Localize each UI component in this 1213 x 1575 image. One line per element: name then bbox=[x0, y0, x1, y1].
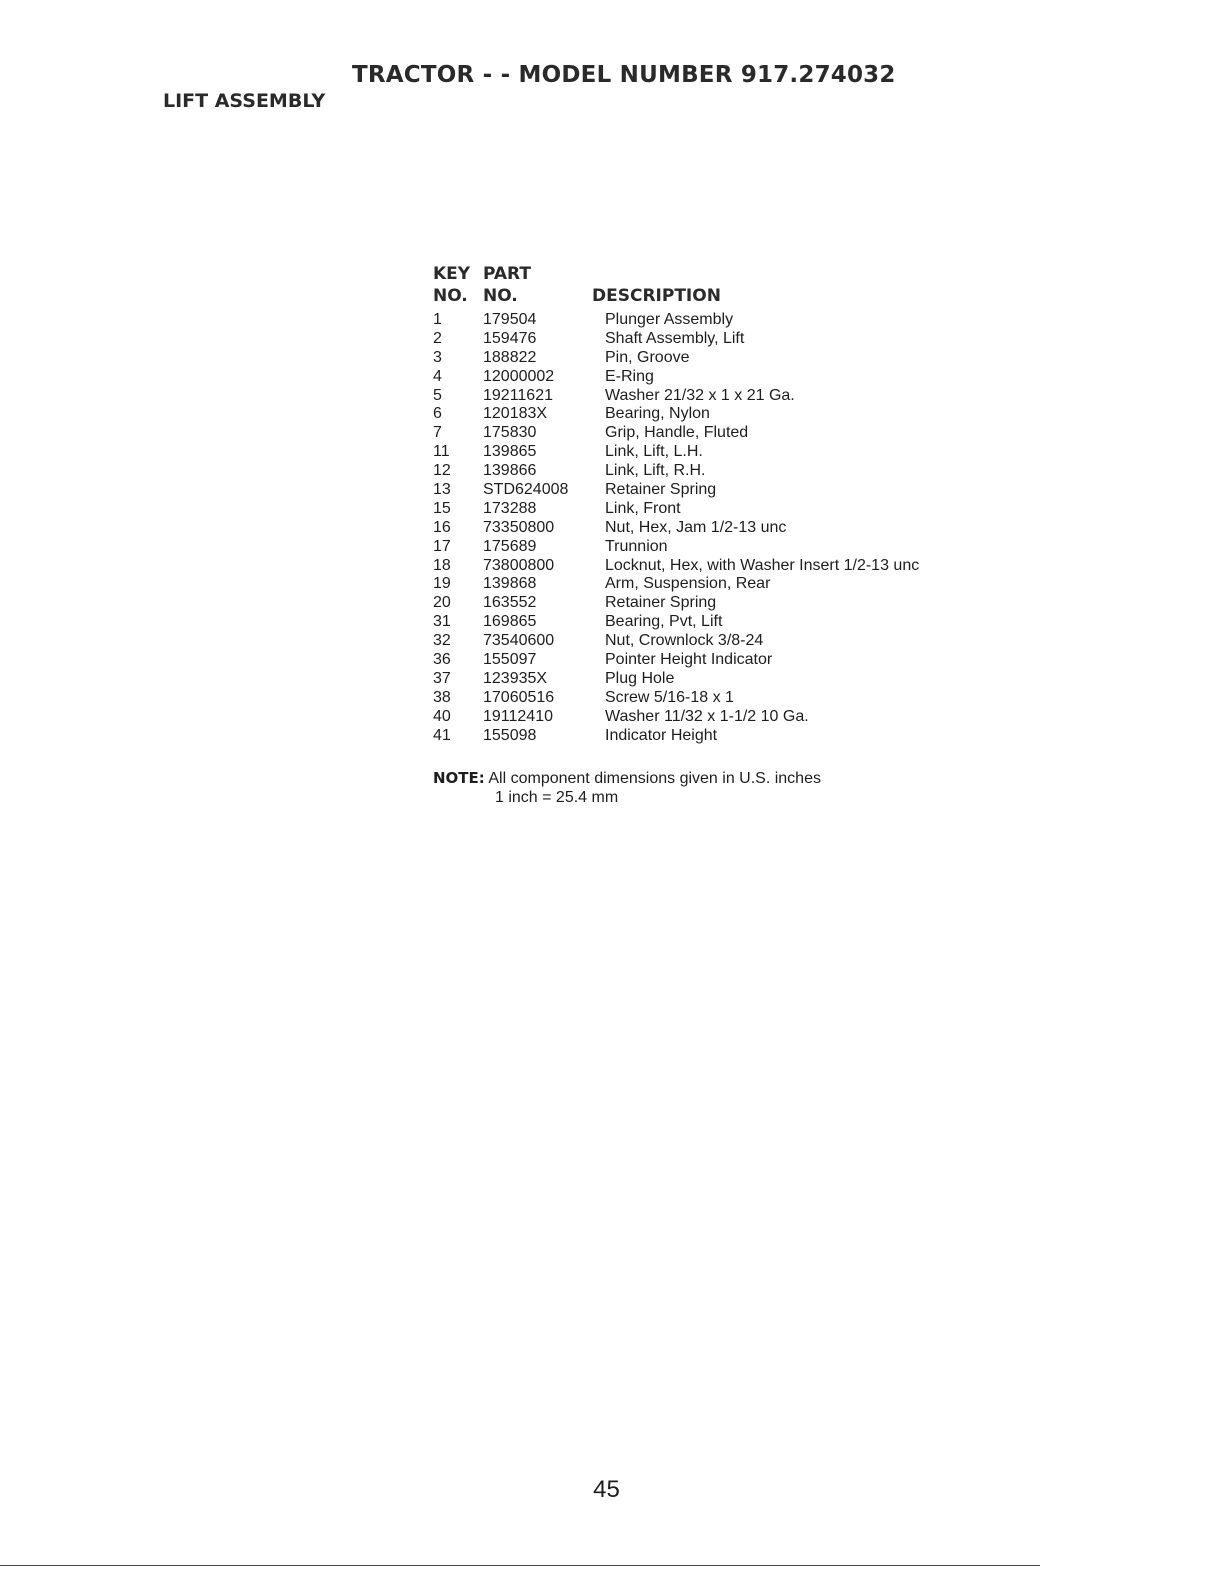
note bbox=[433, 769, 821, 807]
part-no-cell: STD624008 bbox=[483, 481, 569, 499]
description-cell: Locknut, Hex, with Washer Insert 1/2-13 unc bbox=[605, 556, 920, 574]
column-header-key-line1: KEY bbox=[433, 264, 471, 284]
part-no-cell: 175830 bbox=[483, 424, 537, 442]
key-no-cell: 13 bbox=[433, 481, 451, 499]
key-no-cell: 41 bbox=[433, 726, 451, 744]
note-line2: 1 inch = 25.4 mm bbox=[495, 789, 619, 806]
part-no-cell: 73800800 bbox=[483, 556, 555, 574]
key-no-cell: 6 bbox=[433, 405, 442, 423]
description-cell: Washer 11/32 x 1-1/2 10 Ga. bbox=[605, 707, 809, 725]
part-no-cell: 155098 bbox=[483, 726, 537, 744]
description-cell: Indicator Height bbox=[605, 726, 718, 744]
description-cell: Link, Lift, R.H. bbox=[605, 462, 706, 480]
page-number: 45 bbox=[593, 1476, 620, 1503]
note-label: NOTE: bbox=[433, 769, 485, 787]
key-no-cell: 2 bbox=[433, 329, 442, 347]
part-no-cell: 163552 bbox=[483, 594, 537, 612]
key-no-cell: 12 bbox=[433, 462, 451, 480]
description-cell: Shaft Assembly, Lift bbox=[605, 329, 745, 347]
description-cell: Nut, Crownlock 3/8-24 bbox=[605, 632, 764, 650]
part-no-cell: 139868 bbox=[483, 575, 537, 593]
part-no-cell: 159476 bbox=[483, 329, 537, 347]
description-cell: Bearing, Pvt, Lift bbox=[605, 613, 723, 631]
description-cell: Retainer Spring bbox=[605, 594, 717, 612]
description-cell: Pin, Groove bbox=[605, 348, 690, 366]
column-header-part-line1: PART bbox=[483, 264, 531, 284]
key-no-cell: 11 bbox=[433, 443, 450, 461]
description-cell: Link, Front bbox=[605, 499, 681, 517]
key-no-cell: 3 bbox=[433, 348, 442, 366]
description-cell: Grip, Handle, Fluted bbox=[605, 424, 749, 442]
part-no-cell: 123935X bbox=[483, 669, 548, 687]
description-cell: Pointer Height Indicator bbox=[605, 651, 773, 669]
part-no-cell: 188822 bbox=[483, 348, 537, 366]
description-cell: Screw 5/16-18 x 1 bbox=[605, 688, 734, 706]
key-no-cell: 1 bbox=[433, 311, 442, 328]
part-no-cell: 179504 bbox=[483, 311, 537, 328]
description-cell: E-Ring bbox=[605, 367, 654, 385]
key-no-cell: 38 bbox=[433, 688, 451, 706]
part-no-cell: 139865 bbox=[483, 443, 537, 461]
part-no-cell: 173288 bbox=[483, 499, 537, 517]
key-no-cell: 20 bbox=[433, 594, 451, 612]
bottom-rule bbox=[0, 1565, 1040, 1566]
key-no-cell: 18 bbox=[433, 556, 451, 574]
description-cell: Trunnion bbox=[605, 537, 668, 555]
part-no-cell: 12000002 bbox=[483, 367, 555, 385]
part-no-cell: 169865 bbox=[483, 613, 537, 631]
description-cell: Retainer Spring bbox=[605, 481, 717, 499]
part-no-cell: 175689 bbox=[483, 537, 537, 555]
key-no-cell: 16 bbox=[433, 518, 451, 536]
description-cell: Bearing, Nylon bbox=[605, 405, 710, 423]
part-no-cell: 139866 bbox=[483, 462, 537, 480]
column-header-part-line2: NO. bbox=[483, 286, 518, 306]
description-cell: Nut, Hex, Jam 1/2-13 unc bbox=[605, 518, 787, 536]
part-no-cell: 17060516 bbox=[483, 688, 555, 706]
key-no-cell: 17 bbox=[433, 537, 451, 555]
part-no-cell: 73540600 bbox=[483, 632, 555, 650]
key-no-cell: 32 bbox=[433, 632, 451, 650]
key-no-cell: 4 bbox=[433, 367, 442, 385]
description-cell: Washer 21/32 x 1 x 21 Ga. bbox=[605, 386, 795, 404]
description-cell: Plunger Assembly bbox=[605, 311, 734, 328]
key-no-cell: 31 bbox=[433, 613, 451, 631]
key-no-cell: 7 bbox=[433, 424, 442, 442]
column-header-key-line2: NO. bbox=[433, 286, 468, 306]
key-no-cell: 37 bbox=[433, 669, 451, 687]
part-no-cell: 19211621 bbox=[483, 386, 553, 404]
key-no-cell: 36 bbox=[433, 651, 451, 669]
column-header-description: DESCRIPTION bbox=[592, 286, 721, 306]
description-cell: Link, Lift, L.H. bbox=[605, 443, 703, 461]
document-title: TRACTOR - - MODEL NUMBER 917.274032 bbox=[352, 62, 896, 88]
section-title: LIFT ASSEMBLY bbox=[163, 90, 326, 112]
part-no-cell: 73350800 bbox=[483, 518, 555, 536]
description-cell: Arm, Suspension, Rear bbox=[605, 575, 771, 593]
part-no-cell: 19112410 bbox=[483, 707, 553, 725]
key-no-cell: 5 bbox=[433, 386, 442, 404]
key-no-cell: 15 bbox=[433, 499, 451, 517]
description-cell: Plug Hole bbox=[605, 669, 675, 687]
part-no-cell: 155097 bbox=[483, 651, 537, 669]
part-no-cell: 120183X bbox=[483, 405, 548, 423]
key-no-cell: 19 bbox=[433, 575, 451, 593]
key-no-cell: 40 bbox=[433, 707, 451, 725]
note-line1: All component dimensions given in U.S. inches bbox=[488, 770, 821, 787]
